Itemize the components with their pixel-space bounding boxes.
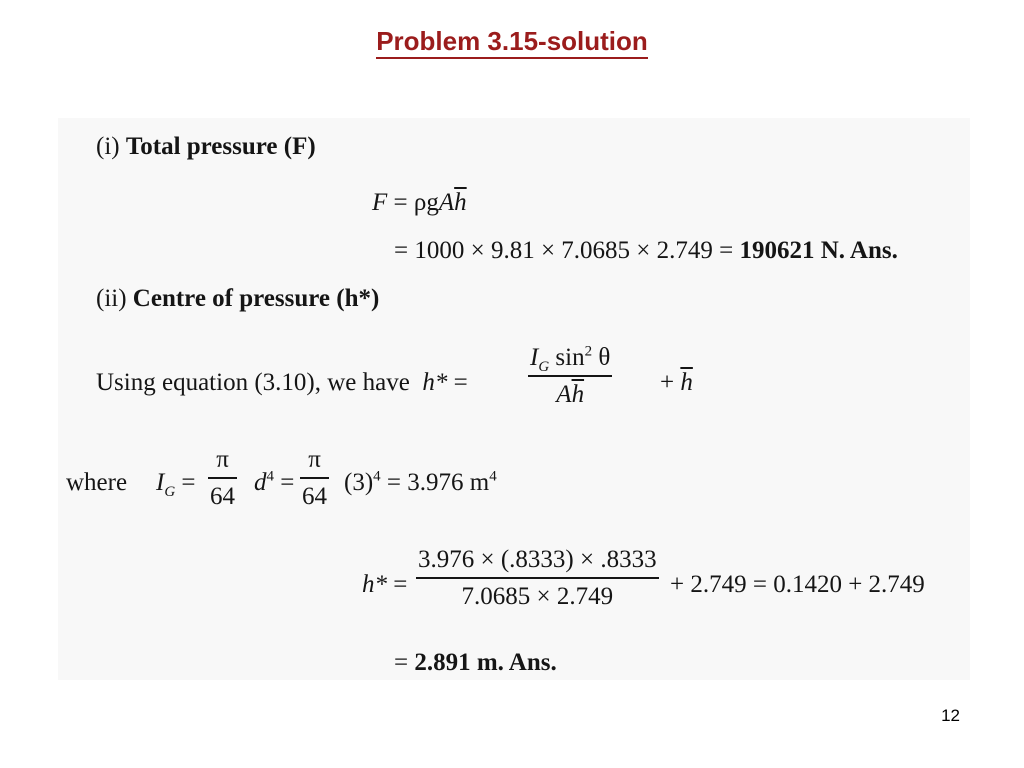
pi-over-64-fraction: π 64 xyxy=(210,446,235,510)
page-number: 12 xyxy=(941,706,960,725)
total-pressure-formula: $F = \rho gA\overline{h}$ xyxy=(372,189,467,216)
part-ii-heading: (ii) Centre of pressure (h*) xyxy=(96,285,380,312)
hstar-calc-lhs: h* = xyxy=(362,571,408,598)
using-equation-text: Using equation (3.10), we have h* = xyxy=(96,369,468,396)
scanned-solution xyxy=(58,118,970,680)
moment-of-inertia-lhs: $I_G$ = xyxy=(156,469,196,500)
d-to-fourth: $d^4$ = xyxy=(254,468,295,496)
plus-h-bar: + $\overline{h}$ xyxy=(660,369,693,396)
hstar-calc-rest: + 2.749 = 0.1420 + 2.749 xyxy=(670,571,925,598)
hstar-calc-fraction: 3.976 × (.8333) × .8333 7.0685 × 2.749 xyxy=(418,546,657,610)
where-label: where xyxy=(66,469,128,496)
final-answer: = 2.891 m. Ans. xyxy=(394,649,557,676)
total-pressure-calculation: = 1000 × 9.81 × 7.0685 × 2.749 = 190621 N. Ans. xyxy=(394,237,898,264)
centre-pressure-fraction: $I_G$ $\sin^2 \theta$ $A\overline{h}$ xyxy=(530,343,611,408)
part-i-heading: (i) Total pressure (F) xyxy=(96,133,316,160)
slide-title: Problem 3.15-solution xyxy=(0,26,1024,57)
pi-over-64-fraction-2: π 64 xyxy=(302,446,327,510)
moment-of-inertia-result: $(3)^4 = 3.976$ $m^4$ xyxy=(344,468,497,496)
